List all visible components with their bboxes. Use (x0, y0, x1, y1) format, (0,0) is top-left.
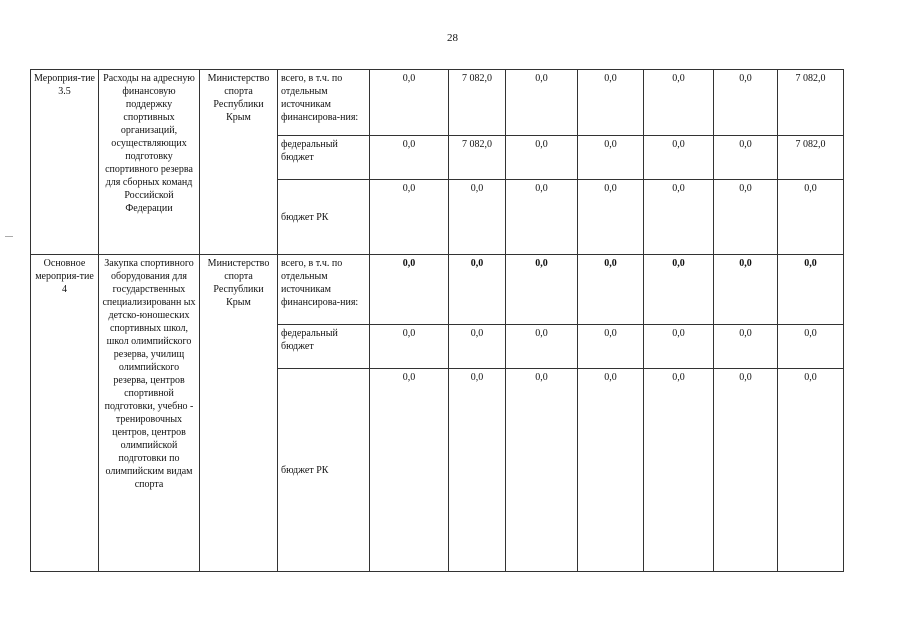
funding-value: 0,0 (370, 369, 449, 572)
funding-value: 0,0 (578, 136, 644, 180)
page-number: 28 (447, 32, 458, 44)
funding-value: 0,0 (644, 136, 714, 180)
funding-value: 0,0 (370, 136, 449, 180)
funding-value: 0,0 (506, 180, 578, 255)
funding-value: 0,0 (506, 70, 578, 136)
activity-code: Мероприя-тие 3.5 (31, 70, 99, 255)
funding-value: 0,0 (714, 255, 778, 325)
funding-value: 0,0 (370, 180, 449, 255)
activity-name: Закупка спортивного оборудования для государственных специализированн ых детско-юношеских спортивных школ, школ олимпийского резерва, училищ олимпийского резерва, центров спортивной подготовки, учебно - тренировочных центров, центров олимпийской подготовки по олимпийским видам спорта (99, 255, 200, 572)
funding-source: бюджет РК (278, 180, 370, 255)
funding-value: 7 082,0 (778, 70, 844, 136)
funding-value: 0,0 (578, 369, 644, 572)
funding-value: 0,0 (714, 325, 778, 369)
funding-value: 0,0 (578, 70, 644, 136)
funding-value: 0,0 (778, 255, 844, 325)
funding-value: 0,0 (449, 255, 506, 325)
table-row (31, 70, 844, 136)
funding-value: 0,0 (714, 70, 778, 136)
funding-value: 0,0 (370, 325, 449, 369)
funding-source: всего, в т.ч. по отдельным источникам финансирова-ния: (278, 255, 370, 325)
activity-code: Основное мероприя-тие 4 (31, 255, 99, 572)
funding-value: 0,0 (644, 255, 714, 325)
activity-name: Расходы на адресную финансовую поддержку спортивных организаций, осуществляющих подготовку спортивного резерва для сборных команд Российской Федерации (99, 70, 200, 255)
funding-value: 0,0 (778, 180, 844, 255)
funding-source: федеральный бюджет (278, 136, 370, 180)
funding-value: 0,0 (714, 180, 778, 255)
funding-value: 0,0 (778, 369, 844, 572)
funding-source: бюджет РК (278, 369, 370, 572)
funding-value: 0,0 (506, 325, 578, 369)
funding-value: 7 082,0 (449, 70, 506, 136)
funding-value: 0,0 (449, 325, 506, 369)
funding-value: 7 082,0 (449, 136, 506, 180)
scan-artifact (5, 236, 13, 237)
table-row (31, 255, 844, 325)
funding-value: 0,0 (578, 255, 644, 325)
funding-value: 0,0 (370, 70, 449, 136)
funding-value: 0,0 (506, 369, 578, 572)
funding-value: 0,0 (714, 369, 778, 572)
funding-value: 7 082,0 (778, 136, 844, 180)
funding-value: 0,0 (644, 180, 714, 255)
funding-value: 0,0 (449, 180, 506, 255)
funding-value: 0,0 (370, 255, 449, 325)
funding-table (30, 69, 844, 572)
responsible-executor: Министерство спорта Республики Крым (200, 70, 278, 255)
funding-source: федеральный бюджет (278, 325, 370, 369)
funding-value: 0,0 (644, 70, 714, 136)
funding-value: 0,0 (506, 255, 578, 325)
funding-value: 0,0 (578, 180, 644, 255)
funding-value: 0,0 (506, 136, 578, 180)
funding-value: 0,0 (778, 325, 844, 369)
funding-source: всего, в т.ч. по отдельным источникам финансирова-ния: (278, 70, 370, 136)
responsible-executor: Министерство спорта Республики Крым (200, 255, 278, 572)
funding-value: 0,0 (644, 369, 714, 572)
funding-value: 0,0 (449, 369, 506, 572)
funding-value: 0,0 (644, 325, 714, 369)
funding-value: 0,0 (714, 136, 778, 180)
funding-value: 0,0 (578, 325, 644, 369)
